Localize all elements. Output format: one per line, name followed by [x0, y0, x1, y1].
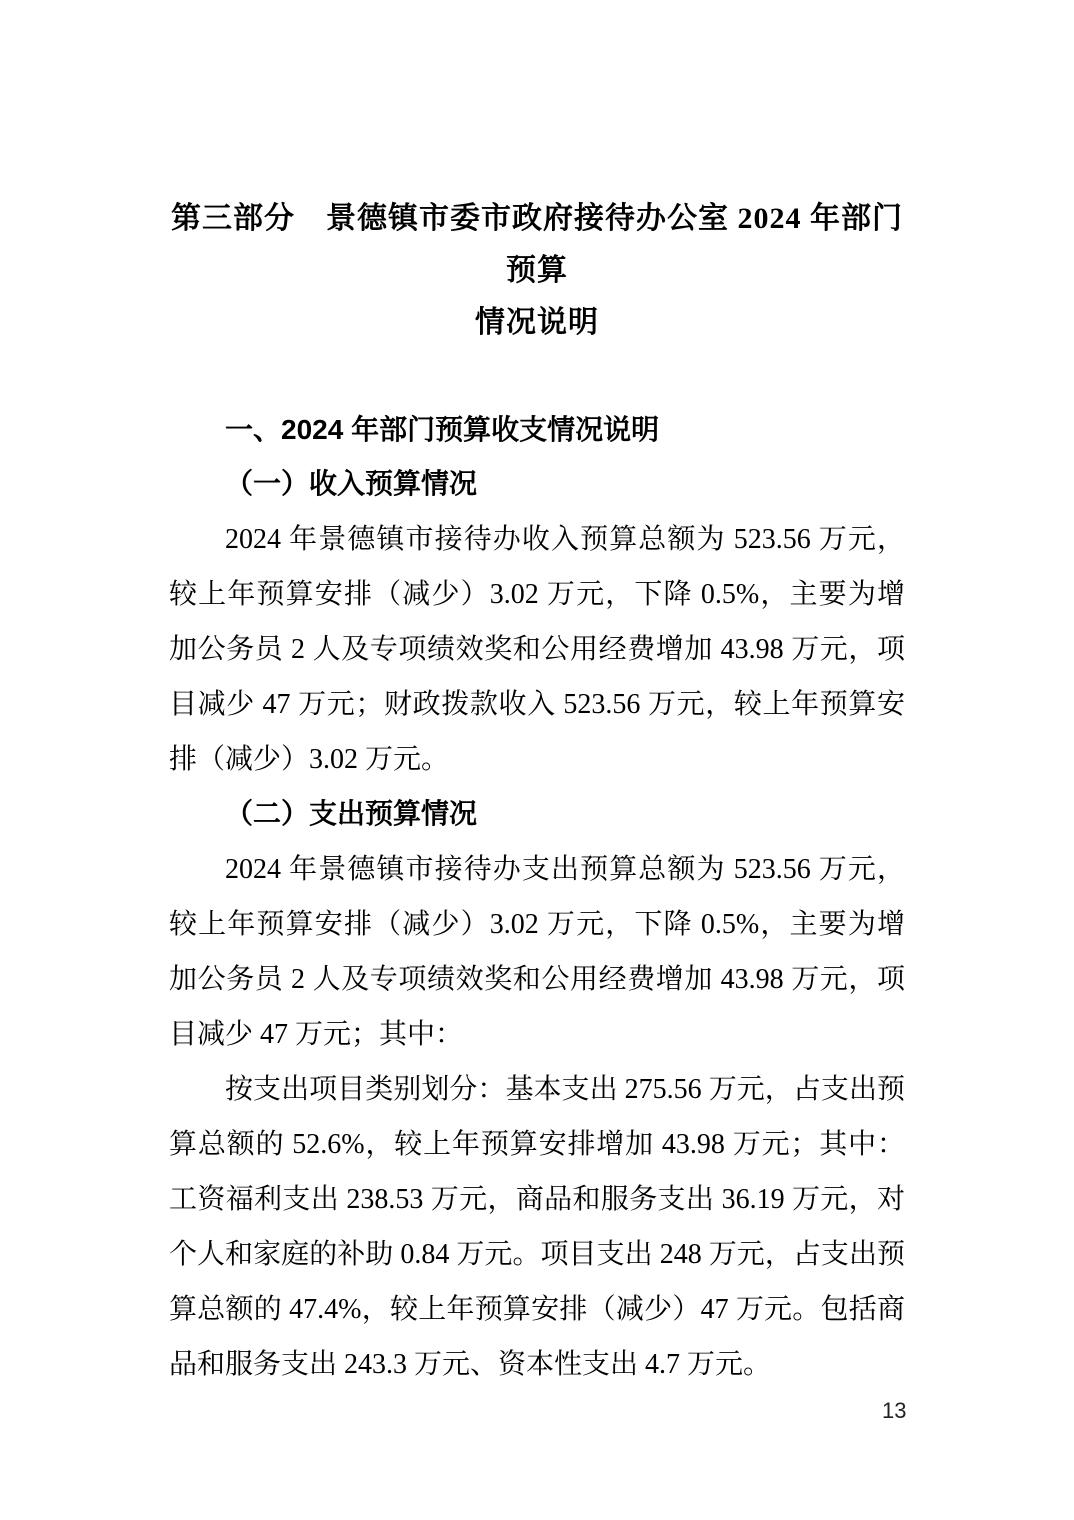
document-title-line-1: 第三部分 景德镇市委市政府接待办公室 2024 年部门预算 — [171, 202, 903, 287]
section-heading-budget-overview: 一、2024 年部门预算收支情况说明 — [225, 414, 660, 445]
document-title — [169, 193, 905, 349]
subsection-heading-expenditure-budget: （二）支出预算情况 — [225, 799, 478, 830]
subsection-heading-income-budget: （一）收入预算情况 — [225, 469, 478, 500]
page-number: 13 — [882, 1398, 907, 1423]
paragraph-expenditure-budget: 2024 年景德镇市接待办支出预算总额为 523.56 万元，较上年预算安排（减少）3.02 万元，下降 0.5%，主要为增加公务员 2 人及专项绩效奖和公用经费增加 43.98 万元，项目减少 47 万元；其中： — [169, 854, 905, 1050]
paragraph-income-budget: 2024 年景德镇市接待办收入预算总额为 523.56 万元，较上年预算安排（减少）3.02 万元，下降 0.5%，主要为增加公务员 2 人及专项绩效奖和公用经费增加 43.98 万元，项目减少 47 万元；财政拨款收入 523.56 万元，较上年预算安排（减少）3.02 万元。 — [169, 524, 905, 775]
document-title-line-2: 情况说明 — [475, 306, 599, 339]
paragraph-expenditure-breakdown: 按支出项目类别划分：基本支出 275.56 万元，占支出预算总额的 52.6%，较上年预算安排增加 43.98 万元；其中：工资福利支出 238.53 万元，商品和服务支出 36.19 万元，对个人和家庭的补助 0.84 万元。项目支出 248 万元，占支出预算总额的 47.4%，较上年预算安排（减少）47 万元。包括商品和服务支出 243.3 万元、资本性支出 4.7 万元。 — [169, 1074, 905, 1380]
